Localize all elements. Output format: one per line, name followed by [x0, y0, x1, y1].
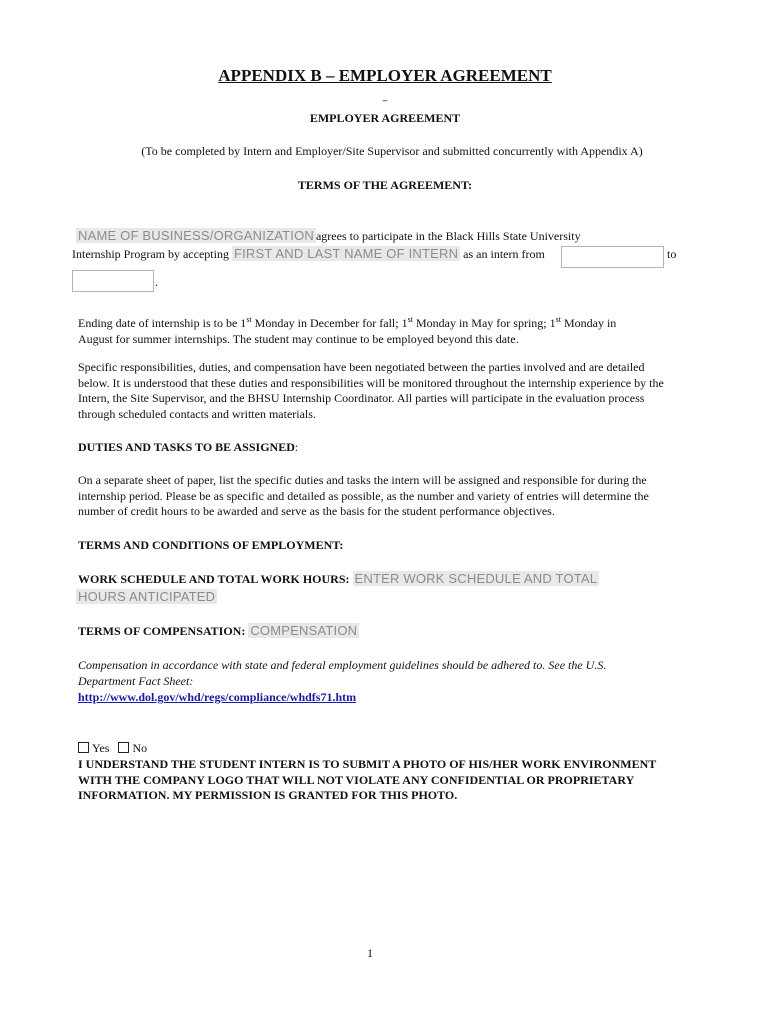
agreement-text-to: to [667, 247, 677, 261]
no-checkbox[interactable] [118, 742, 129, 753]
agreement-text-1: agrees to participate in the Black Hills State University [315, 229, 581, 243]
agreement-text-2: Internship Program by accepting [72, 247, 229, 261]
ending-date-paragraph [78, 312, 668, 347]
ending-date-text-2: Monday in December for fall; 1 [251, 316, 408, 330]
ending-date-text-4: Monday in [560, 316, 617, 330]
photo-statement: I UNDERSTAND THE STUDENT INTERN IS TO SUBMIT A PHOTO OF HIS/HER WORK ENVIRONMENT WITH THE COMPANY LOGO THAT WILL NOT VIOLATE ANY CONFIDENTIAL OR PROPRIETARY INFORMATION. MY PERMISSION IS GRANTED FOR THIS PHOTO. [78, 757, 657, 802]
duties-heading-text: DUTIES AND TASKS TO BE ASSIGNED [78, 440, 295, 454]
compensation-label: TERMS OF COMPENSATION: [78, 624, 246, 638]
fact-sheet-link-wrap [78, 688, 356, 706]
compensation-row [78, 623, 359, 639]
agreement-line-2 [72, 246, 545, 262]
title-dash: – [382, 95, 388, 105]
no-label: No [132, 741, 148, 755]
agreement-text-3: as an intern from [463, 247, 545, 261]
yes-checkbox[interactable] [78, 742, 89, 753]
sup-1: st [246, 315, 252, 324]
responsibilities-paragraph: Specific responsibilities, duties, and compensation have been negotiated between the parties involved and are detailed below. It is understood that these duties and responsibilities will be monitored throughout the internship experience by the Intern, the Site Supervisor, and the BHSU Internship Coordinator. All parties will participate in the evaluation process through scheduled contacts and written materials. [78, 360, 664, 421]
end-date-input[interactable] [72, 270, 154, 292]
work-schedule-label: WORK SCHEDULE AND TOTAL WORK HOURS: [78, 572, 350, 586]
sup-3: st [555, 315, 561, 324]
photo-choice-row [78, 741, 147, 756]
duties-heading-colon: : [294, 440, 299, 454]
work-schedule-field-cont[interactable]: HOURS ANTICIPATED [78, 589, 216, 604]
subtitle: EMPLOYER AGREEMENT [309, 111, 461, 125]
sup-2: st [407, 315, 413, 324]
duties-heading [78, 440, 668, 456]
page-number: 1 [367, 946, 373, 960]
conditions-heading: TERMS AND CONDITIONS OF EMPLOYMENT: [78, 538, 344, 552]
agreement-period: . [155, 275, 158, 289]
start-date-input[interactable] [561, 246, 664, 268]
ending-date-text-1: Ending date of internship is to be 1 [78, 316, 247, 330]
compensation-note [78, 658, 668, 689]
fact-sheet-link[interactable]: http://www.dol.gov/whd/regs/compliance/whdfs71.htm [78, 690, 357, 704]
work-schedule-field[interactable]: ENTER WORK SCHEDULE AND TOTAL [354, 571, 598, 586]
instructions: (To be completed by Intern and Employer/Site Supervisor and submitted concurrently with Appendix A) [141, 144, 643, 158]
agreement-line-1 [76, 228, 581, 244]
compensation-note-2: Department Fact Sheet: [78, 673, 194, 688]
yes-label: Yes [92, 741, 110, 755]
intern-name-field[interactable]: FIRST AND LAST NAME OF INTERN [233, 246, 459, 261]
compensation-note-1: Compensation in accordance with state and federal employment guidelines should be adhered to. See the U.S. [78, 658, 607, 672]
ending-date-text-3: Monday in May for spring; 1 [412, 316, 556, 330]
work-schedule-row [78, 570, 678, 606]
compensation-field[interactable]: COMPENSATION [250, 623, 358, 638]
business-name-field[interactable]: NAME OF BUSINESS/ORGANIZATION [78, 228, 314, 243]
terms-heading: TERMS OF THE AGREEMENT: [297, 178, 473, 192]
duties-paragraph: On a separate sheet of paper, list the specific duties and tasks the intern will be assigned and responsible for during the internship period. Please be as specific and detailed as possible, as the number and variety of entries will determine the number of credit hours to be awarded and serve as the basis for the student performance objectives. [78, 473, 649, 518]
page-title: APPENDIX B – EMPLOYER AGREEMENT [218, 66, 552, 85]
ending-date-text-5: August for summer internships. The student may continue to be employed beyond this date. [78, 331, 519, 346]
